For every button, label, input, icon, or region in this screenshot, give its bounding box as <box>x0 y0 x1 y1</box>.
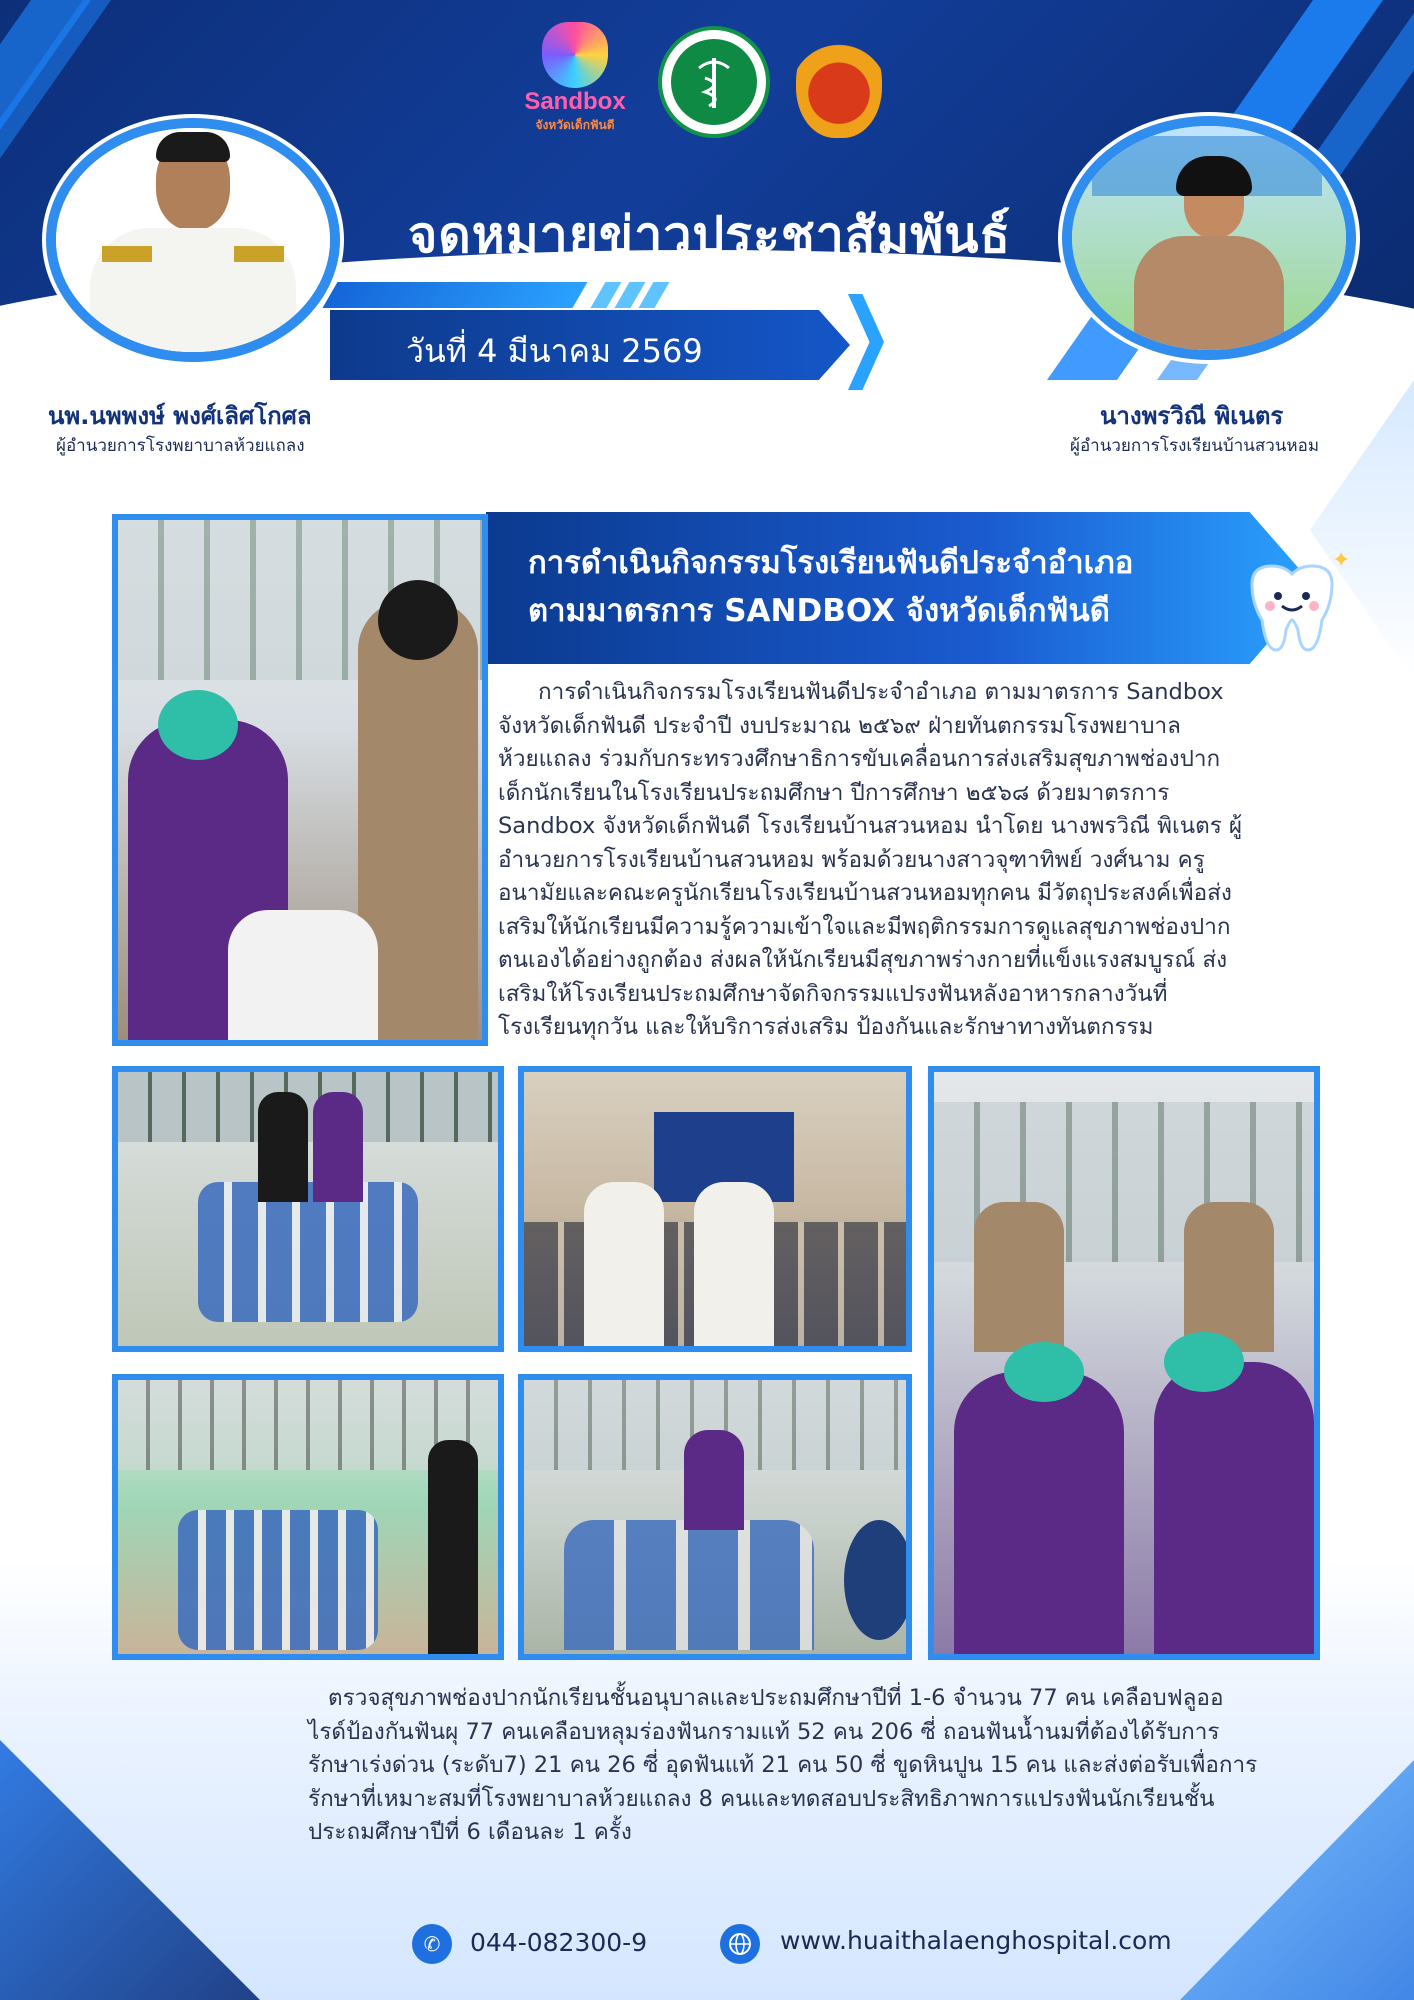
paragraph-line: เด็กนักเรียนในโรงเรียนประถมศึกษา ปีการศึกษา ๒๕๖๘ ด้วยมาตรการ <box>498 779 1170 806</box>
paragraph-line: เสริมให้โรงเรียนประถมศึกษาจัดกิจกรรมแปรงฟันหลังอาหารกลางวันที่ <box>498 980 1168 1007</box>
paragraph-line: ห้วยแถลง ร่วมกับกระทรวงศึกษาธิการขับเคลื่อนการส่งเสริมสุขภาพช่องปาก <box>498 746 1221 772</box>
paragraph-line: อนามัยและคณะครูนักเรียนโรงเรียนบ้านสวนหอมทุกคน มีวัตถุประสงค์เพื่อส่ง <box>498 880 1232 906</box>
globe-icon <box>720 1924 760 1964</box>
paragraph-line: การดำเนินกิจกรรมโรงเรียนฟันดีประจำอำเภอ ตามมาตรการ Sandbox <box>538 679 1224 705</box>
summary-line: รักษาที่เหมาะสมที่โรงพยาบาลห้วยแถลง 8 คนและทดสอบประสิทธิภาพการแปรงฟันนักเรียนชั้น <box>308 1785 1215 1812</box>
caduceus-icon <box>691 54 737 110</box>
director-school-portrait <box>1072 126 1346 350</box>
education-ministry-logo <box>796 26 882 138</box>
paragraph-line: จังหวัดเด็กฟันดี ประจำปี งบประมาณ ๒๕๖๙ ฝ่ายทันตกรรมโรงพยาบาล <box>498 712 1181 739</box>
photo-students-group <box>518 1374 912 1660</box>
paragraph-line: อำนวยการโรงเรียนบ้านสวนหอม พร้อมด้วยนางสาวจุฑาทิพย์ วงศ์นาม ครู <box>498 846 1205 873</box>
right-person-name: นางพรวิณี พิเนตร <box>1100 402 1284 430</box>
website-link[interactable]: www.huaithalaenghospital.com <box>780 1926 1172 1955</box>
summary-line: ตรวจสุขภาพช่องปากนักเรียนชั้นอนุบาลและประถมศึกษาปีที่ 1-6 จำนวน 77 คน เคลือบฟลูออ <box>328 1685 1224 1711</box>
phone-icon: ✆ <box>412 1924 452 1964</box>
sparkle-icon: ✦ <box>1332 548 1351 573</box>
photo-meeting-hall <box>518 1066 912 1352</box>
left-person-role: ผู้อำนวยการโรงพยาบาลห้วยแถลง <box>56 436 305 456</box>
paragraph-line: เสริมให้นักเรียนมีความรู้ความเข้าใจและมีพฤติกรรมการดูแลสุขภาพช่องปาก <box>498 913 1231 940</box>
page-title: จดหมายข่าวประชาสัมพันธ์ <box>408 206 1011 264</box>
photo-dental-checkup <box>112 514 488 1046</box>
sandbox-logo: Sandbox จังหวัดเด็กฟันดี <box>512 22 638 140</box>
tooth-mascot-icon <box>1236 560 1348 656</box>
summary-line: ไรด์ป้องกันฟันผุ 77 คนเคลือบหลุมร่องฟันกรามแท้ 52 คน 206 ซี่ ถอนฟันน้ำนมที่ต้องได้รับการ <box>308 1718 1220 1745</box>
article-paragraph <box>498 676 1338 1045</box>
paragraph-line: ตนเองได้อย่างถูกต้อง ส่งผลให้นักเรียนมีสุขภาพร่างกายที่แข็งแรงสมบูรณ์ ส่ง <box>498 947 1228 973</box>
left-person-name: นพ.นพพงษ์ พงศ์เลิศโกศล <box>48 402 312 430</box>
photo-students-seated <box>112 1066 504 1352</box>
headline-line-2: ตามมาตรการ SANDBOX จังหวัดเด็กฟันดี <box>528 593 1110 629</box>
hospital-logo <box>658 26 770 138</box>
headline-line-1: การดำเนินกิจกรรมโรงเรียนฟันดีประจำอำเภอ <box>528 545 1134 581</box>
photo-students-corridor <box>112 1374 504 1660</box>
director-hospital-portrait <box>56 128 330 352</box>
paragraph-line: โรงเรียนทุกวัน และให้บริการส่งเสริม ป้องกันและรักษาทางทันตกรรม <box>498 1014 1154 1040</box>
summary-line: รักษาเร่งด่วน (ระดับ7) 21 คน 26 ซี่ อุดฟันแท้ 21 คน 50 ซี่ ขูดหินปูน 15 คน และส่งต่อรับเพื่อการ <box>308 1752 1258 1778</box>
right-person-role: ผู้อำนวยการโรงเรียนบ้านสวนหอม <box>1070 436 1320 456</box>
summary-paragraph <box>308 1682 1318 1850</box>
photo-dental-treatment <box>928 1066 1320 1660</box>
title-accent-bars <box>330 282 670 308</box>
summary-line: ประถมศึกษาปีที่ 6 เดือนละ 1 ครั้ง <box>308 1819 632 1845</box>
paragraph-line: Sandbox จังหวัดเด็กฟันดี โรงเรียนบ้านสวนหอม นำโดย นางพรวิณี พิเนตร ผู้ <box>498 813 1243 839</box>
phone-number[interactable]: 044-082300-9 <box>470 1928 648 1957</box>
sandbox-tooth-icon <box>542 22 608 88</box>
newsletter-date: วันที่ 4 มีนาคม 2569 <box>406 332 703 370</box>
